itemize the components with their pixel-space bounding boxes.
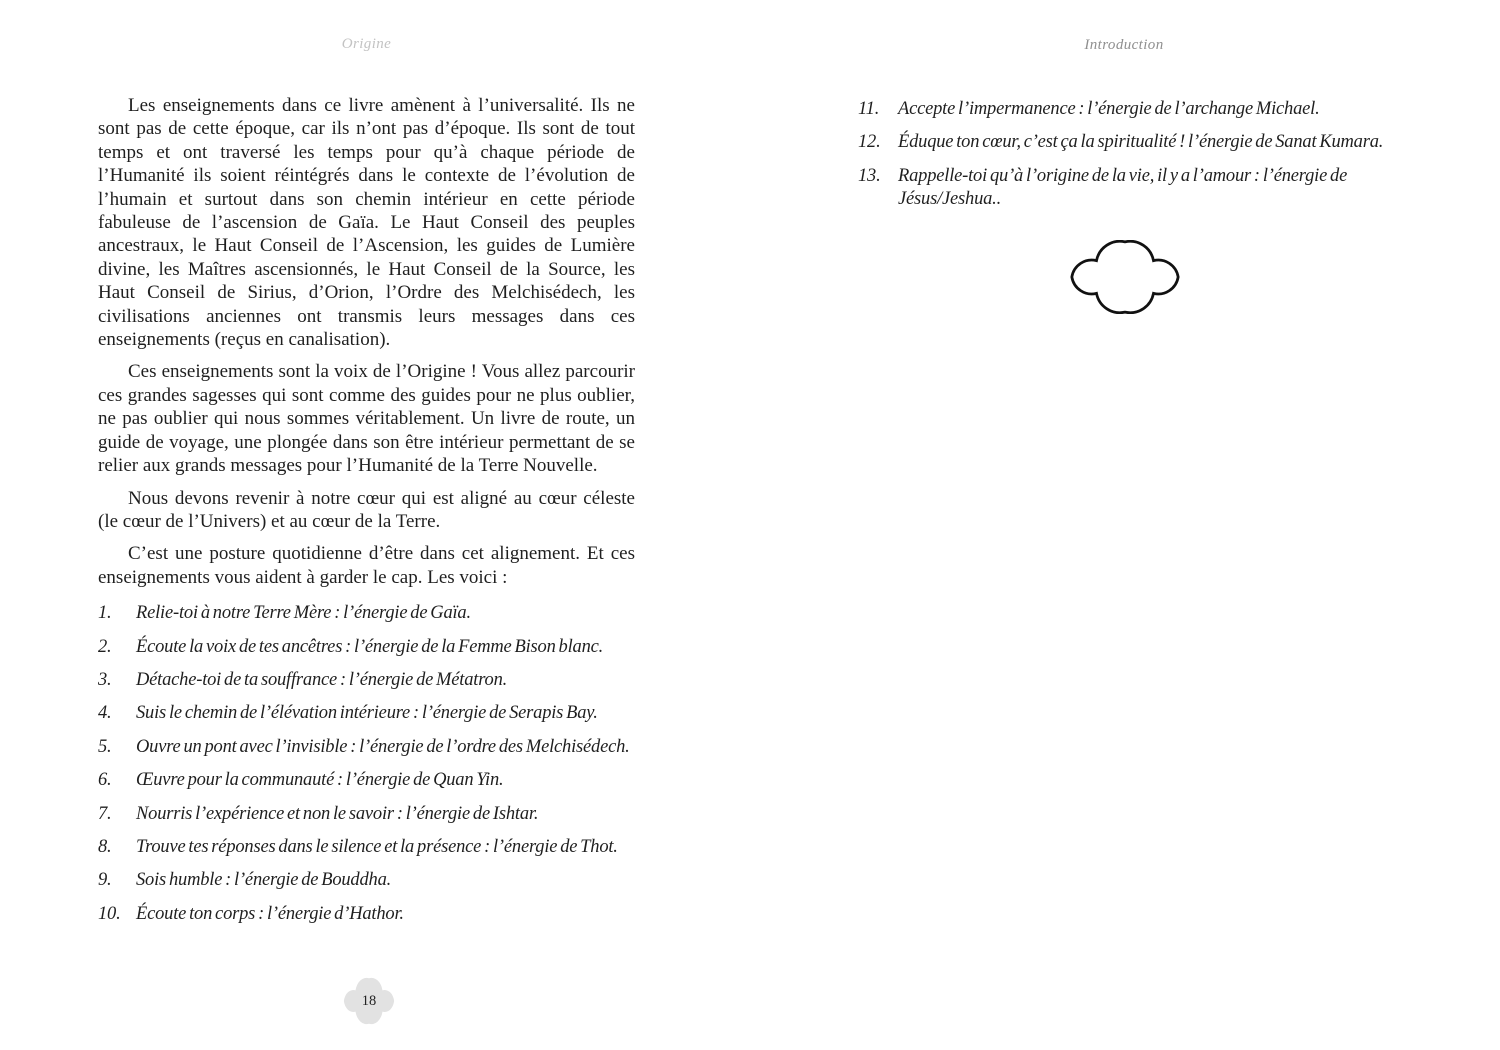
running-header-left: Origine bbox=[341, 36, 392, 52]
left-page-paragraphs bbox=[98, 94, 635, 589]
list-item-text: Suis le chemin de l’élévation intérieure : l’énergie de Serapis Bay. bbox=[136, 703, 598, 724]
list-item bbox=[98, 903, 635, 926]
list-item-text: Relie-toi à notre Terre Mère : l’énergie de Gaïa. bbox=[136, 603, 471, 624]
page-number-badge bbox=[343, 977, 395, 1025]
list-item bbox=[98, 736, 635, 759]
left-page-body bbox=[98, 94, 635, 936]
list-item-text: Éduque ton cœur, c’est ça la spiritualité ! l’énergie de Sanat Kumara. bbox=[898, 132, 1384, 153]
list-item bbox=[98, 836, 635, 859]
list-item-text: Rappelle-toi qu’à l’origine de la vie, il y a l’amour : l’énergie de Jésus/Jeshua.. bbox=[898, 165, 1348, 210]
list-item-text: Sois humble : l’énergie de Bouddha. bbox=[136, 870, 392, 891]
list-item bbox=[98, 769, 635, 792]
list-item bbox=[98, 602, 635, 625]
list-item-number: 1. bbox=[98, 603, 112, 624]
list-item-text: Détache-toi de ta souffrance : l’énergie de Métatron. bbox=[136, 669, 508, 690]
list-item-number: 4. bbox=[98, 703, 112, 724]
list-item-number: 13. bbox=[858, 165, 881, 186]
list-item-text: Écoute ton corps : l’énergie d’Hathor. bbox=[136, 903, 404, 924]
paragraph: Les enseignements dans ce livre amènent à l’universalité. Ils ne sont pas de cette époque, car ils n’ont pas d’époque. Ils sont de tout temps et ont traversé les temps pour qu’à chaque période de l’Humanité ils soient réintégrés dans le contexte de l’évolution de l’humain et surtout dans son chemin intérieur en cette période fabuleuse de l’ascension de Gaïa. Le Haut Conseil des peuples ancestraux, le Haut Conseil de l’Ascension, les guides de Lumière divine, les Maîtres ascensionnés, le Haut Conseil de la Source, les Haut Conseil de Sirius, d’Orion, l’Ordre des Melchisédech, les civilisations anciennes ont transmis leurs messages dans ces enseignements (reçus en canalisation). bbox=[98, 95, 635, 351]
quatrefoil-ornament-icon bbox=[1070, 240, 1180, 314]
list-item-text: Écoute la voix de tes ancêtres : l’énergie de la Femme Bison blanc. bbox=[136, 636, 604, 657]
list-item-number: 11. bbox=[858, 99, 880, 119]
page-number: 18 bbox=[361, 992, 377, 1009]
paragraph: C’est une posture quotidienne d’être dans cet alignement. Et ces enseignements vous aident à garder le cap. Les voici : bbox=[98, 543, 635, 588]
list-item bbox=[98, 702, 635, 725]
list-item bbox=[98, 636, 635, 659]
list-item bbox=[858, 131, 1390, 154]
list-item-number: 2. bbox=[98, 636, 112, 657]
list-item-number: 8. bbox=[98, 836, 112, 857]
list-item bbox=[98, 803, 635, 826]
list-item-text: Nourris l’expérience et non le savoir : l’énergie de Ishtar. bbox=[136, 803, 539, 824]
list-item-number: 6. bbox=[98, 770, 112, 791]
ordered-list-right bbox=[858, 98, 1390, 212]
list-item-text: Trouve tes réponses dans le silence et la présence : l’énergie de Thot. bbox=[136, 836, 618, 857]
right-page-body bbox=[858, 98, 1390, 222]
list-item bbox=[858, 98, 1390, 121]
ordered-list-left bbox=[98, 602, 635, 926]
paragraph: Ces enseignements sont la voix de l’Origine ! Vous allez parcourir ces grandes sagesses qui sont comme des guides pour ne plus oublier, ne pas oublier qui nous sommes véritablement. Un livre de route, un guide de voyage, une plongée dans son être intérieur permettant de se relier aux grands messages pour l’Humanité de la Terre Nouvelle. bbox=[98, 361, 635, 477]
list-item bbox=[98, 669, 635, 692]
list-item bbox=[98, 869, 635, 892]
list-item-number: 5. bbox=[98, 736, 112, 757]
list-item-number: 9. bbox=[98, 870, 112, 891]
paragraph: Nous devons revenir à notre cœur qui est aligné au cœur céleste (le cœur de l’Univers) et au cœur de la Terre. bbox=[98, 487, 635, 532]
list-item-number: 12. bbox=[858, 132, 881, 153]
list-item bbox=[858, 165, 1390, 212]
list-item-number: 3. bbox=[98, 669, 112, 690]
list-item-text: Ouvre un pont avec l’invisible : l’énergie de l’ordre des Melchisédech. bbox=[136, 736, 630, 757]
list-item-text: Œuvre pour la communauté : l’énergie de Quan Yin. bbox=[136, 770, 504, 791]
list-item-number: 7. bbox=[98, 803, 112, 824]
list-item-number: 10. bbox=[98, 903, 121, 924]
list-item-text: Accepte l’impermanence : l’énergie de l’archange Michael. bbox=[898, 99, 1320, 119]
running-header-right: Introduction bbox=[1084, 37, 1164, 53]
